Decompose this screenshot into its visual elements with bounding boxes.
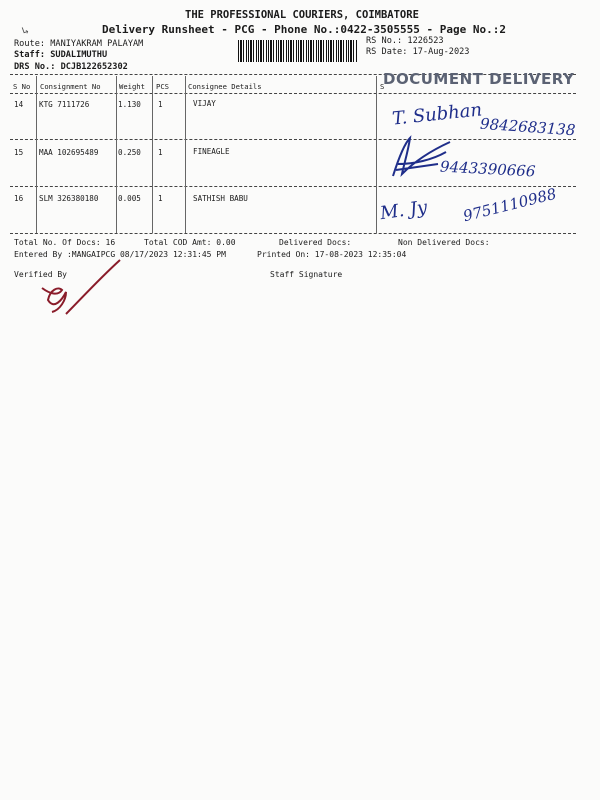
staff-label: Staff: SUDALIMUTHU [14, 50, 108, 60]
row-divider [10, 139, 576, 140]
runsheet-subtitle: Delivery Runsheet - PCG - Phone No.:0422-3505555 - Page No.:2 [102, 23, 506, 36]
header-pcs: PCS [156, 82, 169, 91]
row-consignment: KTG 7111726 [39, 100, 90, 109]
row-sno: 14 [14, 100, 24, 109]
header-consignment: Consignment No [40, 82, 101, 91]
column-divider [116, 76, 117, 233]
row-pcs: 1 [158, 194, 163, 203]
row-sno: 15 [14, 148, 24, 157]
verified-by-label: Verified By [14, 270, 67, 279]
total-cod: Total COD Amt: 0.00 [144, 238, 236, 247]
route-label: Route: MANIYAKRAM PALAYAM [14, 39, 144, 49]
total-docs: Total No. Of Docs: 16 [14, 238, 116, 247]
row-divider [10, 186, 576, 187]
row-consignee: FINEAGLE [193, 147, 230, 156]
row-consignment: MAA 102695489 [39, 148, 99, 157]
barcode [238, 40, 358, 62]
handwritten-phone: 9751110988 [461, 184, 559, 226]
handwritten-name: T. Subhan [391, 99, 484, 130]
delivered-docs: Delivered Docs: [279, 238, 352, 247]
table-bottom-rule [10, 233, 576, 234]
header-sno: S No [13, 82, 31, 91]
row-consignee: SATHISH BABU [193, 194, 248, 203]
row-consignee: VIJAY [193, 99, 216, 108]
rs-date: RS Date: 17-Aug-2023 [366, 47, 470, 57]
handwritten-phone: 9443390666 [439, 157, 536, 181]
row-weight: 1.130 [118, 100, 141, 109]
entered-by: Entered By :MANGAIPCG 08/17/2023 12:31:45 PM [14, 250, 226, 259]
header-signature: S [380, 82, 385, 91]
document-delivery-stamp: DOCUMENT DELIVERY [383, 70, 575, 88]
verifier-signature [28, 256, 128, 318]
row-pcs: 1 [158, 100, 163, 109]
handwritten-name: M. Jy [378, 196, 429, 225]
non-delivered-docs: Non Delivered Docs: [398, 238, 490, 247]
table-header-rule [10, 93, 576, 94]
row-weight: 0.250 [118, 148, 141, 157]
row-consignment: SLM 326380180 [39, 194, 99, 203]
rs-number: RS No.: 1226523 [366, 36, 444, 46]
drs-number: DRS No.: DCJB122652302 [14, 62, 128, 72]
corner-mark: ↳ [19, 23, 31, 38]
header-consignee: Consignee Details [188, 82, 262, 91]
company-title: THE PROFESSIONAL COURIERS, COIMBATORE [185, 9, 419, 21]
header-weight: Weight [119, 82, 145, 91]
printed-on: Printed On: 17-08-2023 12:35:04 [257, 250, 407, 259]
row-weight: 0.005 [118, 194, 141, 203]
column-divider [376, 76, 377, 233]
column-divider [185, 76, 186, 233]
staff-signature-label: Staff Signature [270, 270, 343, 279]
column-divider [152, 76, 153, 233]
column-divider [36, 76, 37, 233]
handwritten-phone: 9842683138 [479, 114, 576, 140]
row-pcs: 1 [158, 148, 163, 157]
row-sno: 16 [14, 194, 24, 203]
